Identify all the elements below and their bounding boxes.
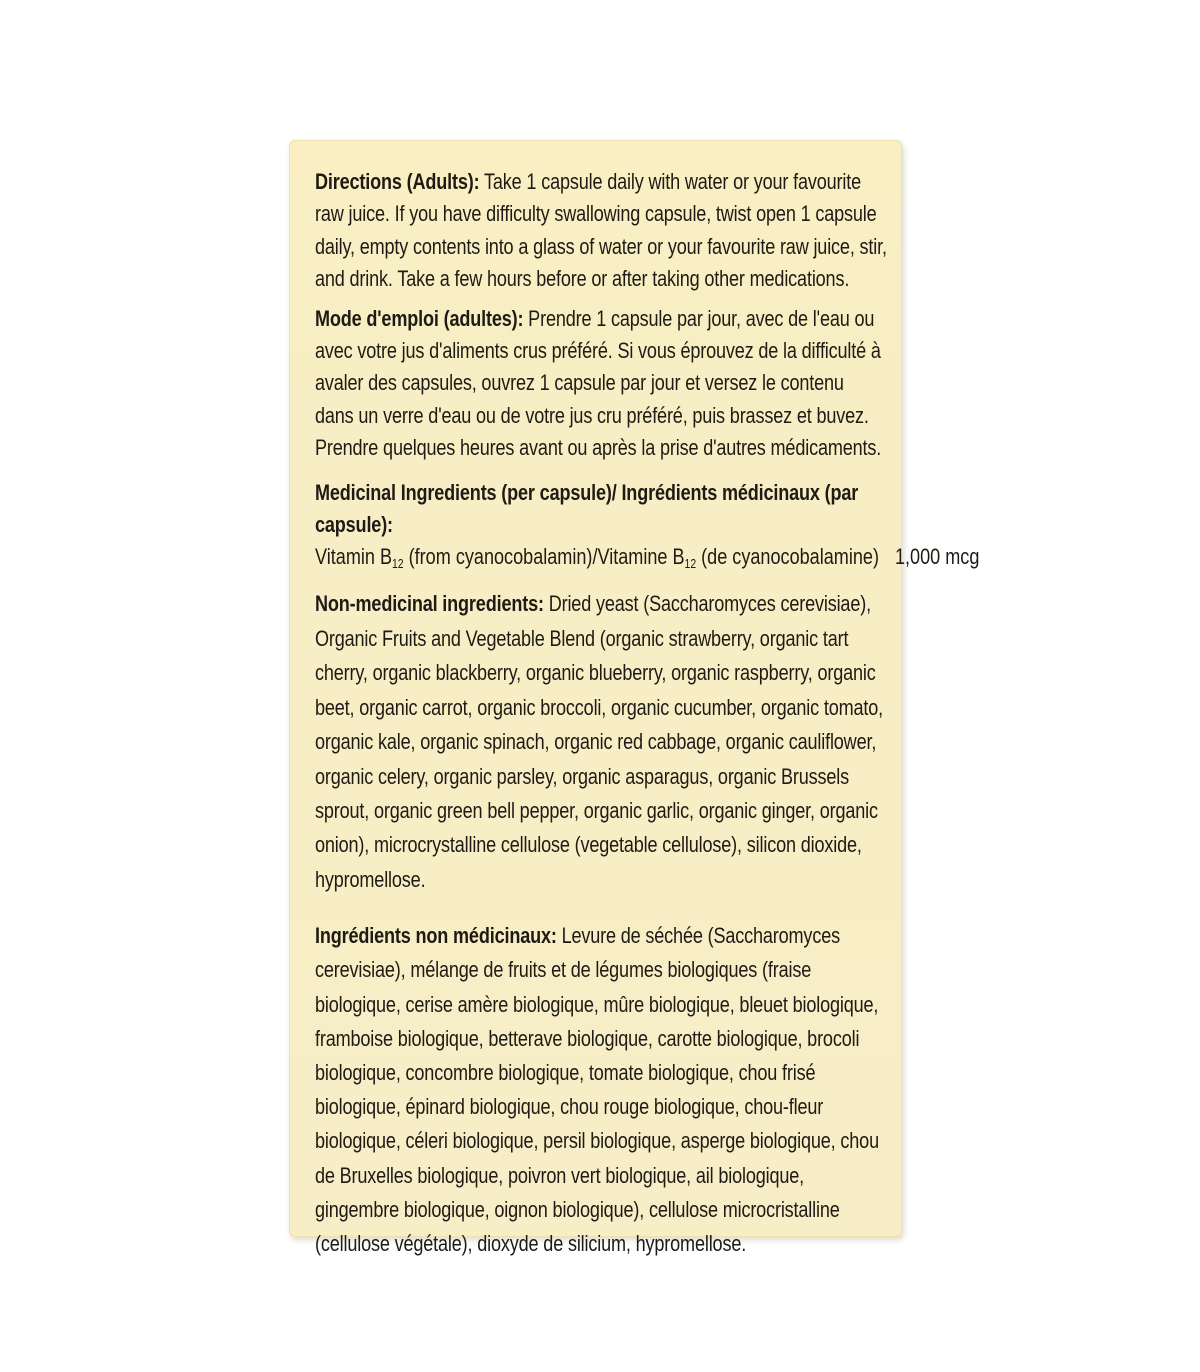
medicinal-ingredients-section [315,477,980,574]
directions-fr-section [315,303,887,465]
directions-en-heading: Directions (Adults): [315,169,480,194]
medicinal-ingredient-row [315,541,980,573]
nonmedicinal-fr-paragraph [315,919,887,1261]
product-label-panel [289,140,980,1256]
ingredient-fr-suffix: (de cyanocobalamine) [696,544,879,570]
ingredient-en-subscript: 12 [392,556,404,572]
directions-fr-heading: Mode d'emploi (adultes): [315,305,524,331]
nonmedicinal-en-paragraph [315,587,887,897]
ingredient-fr-subscript: 12 [684,556,697,572]
label-content [315,166,980,1261]
nonmedicinal-en-section [315,587,887,897]
directions-fr-paragraph [315,303,887,465]
directions-en-text: Take 1 capsule daily with water or your favourite raw juice. If you have difficulty swallowing capsule, twist open 1 capsule daily, empty contents into a glass of water or your favourite raw juice, stir, and drink. Take a few hours before or after taking other medications. [315,169,887,292]
medicinal-ingredients-heading-line [315,477,887,542]
nonmedicinal-fr-heading: Ingrédients non médicinaux: [315,923,557,949]
directions-en-paragraph [315,166,887,296]
directions-fr-text: Prendre 1 capsule par jour, avec de l'eau ou avec votre jus d'aliments crus préféré. Si vous éprouvez de la difficulté à avaler des capsules, ouvrez 1 capsule par jour et versez le contenu dans un verre d'eau ou de votre jus cru préféré, puis brassez et buvez. Prendre quelques heures avant ou après la prise d'autres médicaments. [315,305,882,461]
nonmedicinal-en-heading: Non-medicinal ingredients: [315,591,544,617]
nonmedicinal-fr-text: Levure de séchée (Saccharomyces cerevisiae), mélange de fruits et de légumes biologiques (fraise biologique, cerise amère biologique, mûre biologique, bleuet biologique, framboise biologique, betterave biologique, carotte biologique, brocoli biologique, concombre biologique, tomate biologique, chou frisé biologique, épinard biologique, chou rouge biologique, chou-fleur biologique, céleri biologique, persil biologique, asperge biologique, chou de Bruxelles biologique, poivron vert biologique, ail biologique, gingembre biologique, oignon biologique), cellulose microcristalline (cellulose végétale), dioxyde de silicium, hypromellose. [315,923,879,1256]
directions-en-section [315,166,887,296]
nonmedicinal-en-text: Dried yeast (Saccharomyces cerevisiae), Organic Fruits and Vegetable Blend (organic strawberry, organic tart cherry, organic blackberry, organic blueberry, organic raspberry, organic beet, organic carrot, organic broccoli, organic cucumber, organic tomato, organic kale, organic spinach, organic red cabbage, organic cauliflower, organic celery, organic parsley, organic asparagus, organic Brussels sprout, organic green bell pepper, organic garlic, organic ginger, organic onion), microcrystalline cellulose (vegetable cellulose), silicon dioxide, hypromellose. [315,591,884,892]
nonmedicinal-fr-section [315,919,887,1261]
ingredient-en-suffix: (from cyanocobalamin)/Vitamine B [403,544,685,570]
medicinal-ingredients-heading: Medicinal Ingredients (per capsule)/ Ingrédients médicinaux (par capsule): [315,479,859,538]
ingredient-amount: 1,000 mcg [894,544,980,570]
ingredient-en-prefix: Vitamin B [315,544,393,570]
